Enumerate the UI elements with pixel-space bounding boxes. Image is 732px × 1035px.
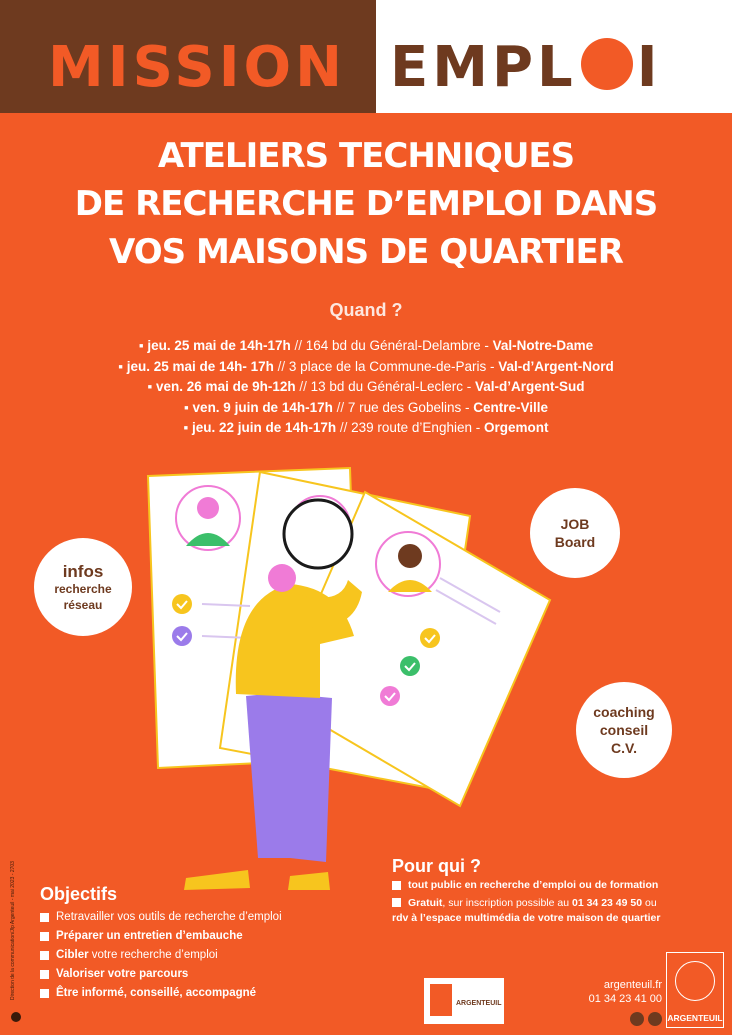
argenteuil-logo: ARGENTEUIL <box>424 978 504 1024</box>
coaching-bubble: coaching conseil C.V. <box>576 682 672 778</box>
check-icon <box>172 626 192 646</box>
when-title: Quand ? <box>329 300 403 320</box>
for-who-list <box>392 878 712 926</box>
for-who-title: Pour qui ? <box>392 856 481 876</box>
twitter-icon[interactable] <box>630 1012 644 1026</box>
objectives-list <box>40 908 282 1003</box>
list-item: tout public en recherche d’emploi ou de formation <box>392 878 712 893</box>
facebook-icon[interactable] <box>648 1012 662 1026</box>
schedule-item: ▪ jeu. 25 mai de 14h-17h // 164 bd du Général-Delambre - Val-Notre-Dame <box>138 338 594 353</box>
schedule-list <box>0 336 732 439</box>
emploi-title: EMPL I <box>390 35 662 100</box>
header-banner <box>0 0 732 113</box>
page-headline <box>0 132 732 276</box>
check-icon <box>380 686 400 706</box>
list-item-continued: rdv à l’espace multimédia de votre maison de quartier <box>392 912 661 924</box>
job-board-bubble: JOB Board <box>530 488 620 578</box>
headline-line: DE RECHERCHE D’EMPLOI DANS <box>74 184 658 224</box>
headline-line: ATELIERS TECHNIQUES <box>157 136 575 176</box>
headline-line: VOS MAISONS DE QUARTIER <box>109 232 623 272</box>
schedule-item: ▪ ven. 9 juin de 14h-17h // 7 rue des Gobelins - Centre-Ville <box>184 399 548 415</box>
schedule-item: ▪ jeu. 25 mai de 14h- 17h // 3 place de la Commune-de-Paris - Val-d’Argent-Nord <box>118 358 614 374</box>
job-search-illustration <box>140 458 560 898</box>
check-icon <box>400 656 420 676</box>
check-icon <box>420 628 440 648</box>
mission-title: MISSION <box>48 35 347 100</box>
list-item: Être informé, conseillé, accompagné <box>40 984 282 1003</box>
list-item: Retravailler vos outils de recherche d’emploi <box>40 908 282 927</box>
list-item: Préparer un entretien d’embauche <box>40 927 282 946</box>
city-crest-logo: ARGENTEUIL <box>666 952 724 1028</box>
contact-info <box>574 978 662 1026</box>
check-icon <box>172 594 192 614</box>
phone-number: 01 34 23 41 00 <box>588 993 662 1005</box>
list-item: Gratuit, sur inscription possible au 01 34 23 49 50 ou <box>392 896 712 911</box>
list-item: Valoriser votre parcours <box>40 965 282 984</box>
magnifier-icon <box>284 500 352 568</box>
website[interactable]: argenteuil.fr <box>603 979 662 991</box>
recycle-icon <box>11 1012 21 1022</box>
objectives-title: Objectifs <box>40 884 118 904</box>
list-item: Cibler votre recherche d’emploi <box>40 946 282 965</box>
schedule-item: ▪ jeu. 22 juin de 14h-17h // 239 route d’Enghien - Orgemont <box>183 420 549 435</box>
side-credit: Direction de la communication/Jlp Argenteuil - mai 2023 - 2703 <box>10 861 16 1000</box>
schedule-item: ▪ ven. 26 mai de 9h-12h // 13 bd du Général-Leclerc - Val-d’Argent-Sud <box>147 379 585 394</box>
infos-bubble: infos recherche réseau <box>34 538 132 636</box>
